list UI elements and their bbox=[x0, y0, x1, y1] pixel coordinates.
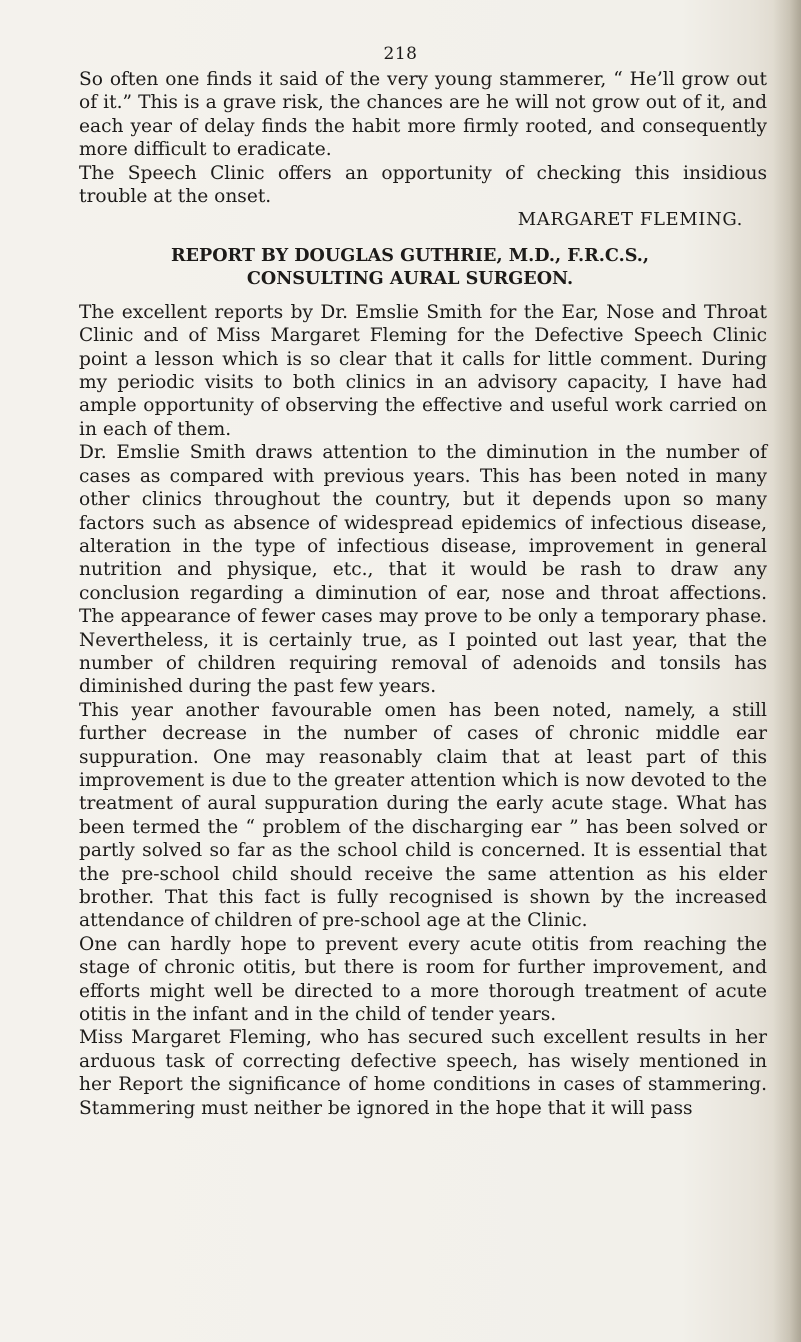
signature: MARGARET FLEMING. bbox=[517, 209, 743, 231]
report-heading bbox=[53, 244, 767, 290]
intro-paragraph-1: So often one finds it said of the very young stammerer, “ He’ll grow out of it.” This is a grave risk, the chances are he will not grow out of it, and each year of delay finds the habit more firmly rooted, and consequently more difficult to eradicate. bbox=[79, 69, 767, 161]
report-heading-line-1: REPORT BY DOUGLAS GUTHRIE, M.D., F.R.C.S., bbox=[170, 244, 650, 266]
report-heading-line-2: CONSULTING AURAL SURGEON. bbox=[246, 267, 574, 289]
document-body bbox=[53, 68, 767, 1120]
report-paragraph-5: Miss Margaret Fleming, who has secured such excellent results in her arduous task of correcting defective speech, has wisely mentioned in her Report the significance of home conditions in cases of stammering. Stammering must neither be ignored in the hope that it will pass bbox=[79, 1027, 767, 1119]
intro-paragraph-2: The Speech Clinic offers an opportunity of checking this insidious trouble at the onset. bbox=[79, 162, 767, 208]
report-paragraph-2: Dr. Emslie Smith draws attention to the diminution in the number of cases as compared with previous years. This has been noted in many other clinics throughout the country, but it depends upon so many factors such as absence of widespread epidemics of infectious disease, alteration in the type of infectious disease, improvement in general nutrition and physique, etc., that it would be rash to draw any conclusion regarding a diminution of ear, nose and throat affections. The appearance of fewer cases may prove to be only a temporary phase. Nevertheless, it is certainly true, as I pointed out last year, that the number of children requiring removal of adenoids and tonsils has diminished during the past few years. bbox=[79, 442, 767, 698]
page-edge-shadow bbox=[773, 0, 801, 1342]
report-paragraph-1: The excellent reports by Dr. Emslie Smith for the Ear, Nose and Throat Clinic and of Miss Margaret Fleming for the Defective Speech Clinic point a lesson which is so clear that it calls for little comment. During my periodic visits to both clinics in an advisory capacity, I have had ample opportunity of observing the effective and useful work carried on in each of them. bbox=[79, 301, 767, 440]
page-number: 218 bbox=[383, 44, 418, 64]
report-paragraph-4: One can hardly hope to prevent every acute otitis from reaching the stage of chronic otitis, but there is room for further improvement, and efforts might well be directed to a more thorough treatment of acute otitis in the infant and in the child of tender years. bbox=[79, 933, 767, 1026]
report-paragraph-3: This year another favourable omen has been noted, namely, a still further decrease in the number of cases of chronic middle ear suppuration. One may reasonably claim that at least part of this improvement is due to the greater attention which is now devoted to the treatment of aural suppuration during the early acute stage. What has been termed the “ problem of the discharging ear ” has been solved or partly solved so far as the school child is concerned. It is essential that the pre-school child should receive the same attention as his elder brother. That this fact is fully recognised is shown by the increased attendance of children of pre-school age at the Clinic. bbox=[79, 699, 767, 932]
